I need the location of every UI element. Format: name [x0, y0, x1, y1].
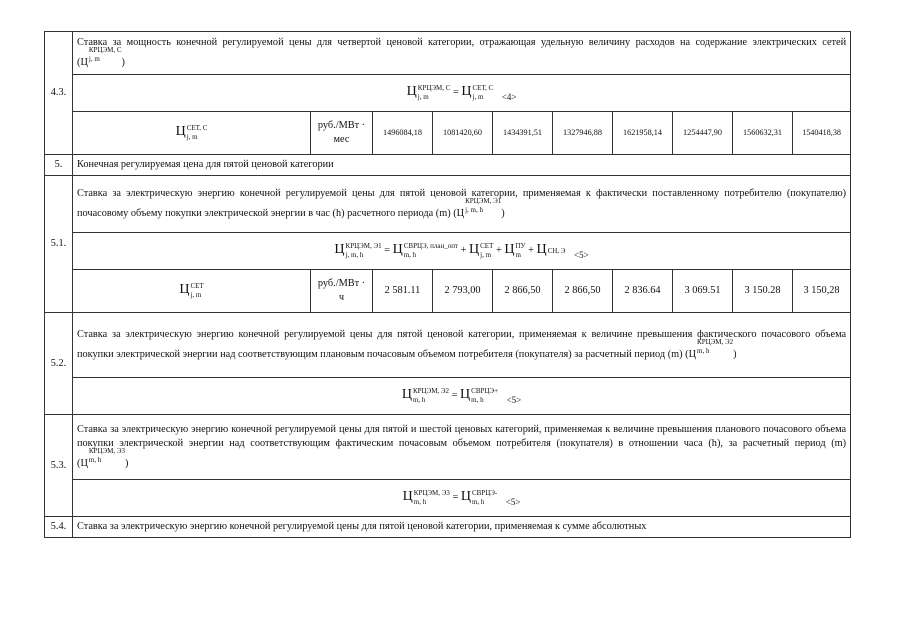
value-cell: 3 150,28 — [793, 270, 851, 313]
value-cell: 2 866,50 — [553, 270, 613, 313]
row-4-3-description — [45, 32, 851, 75]
value-cell: 2 581.11 — [373, 270, 433, 313]
row-5-2-description — [45, 313, 851, 378]
row-5-3-description — [45, 415, 851, 480]
description-text: Ставка за электрическую энергию конечной регулируемой цены для пятой и шестой ценовых категорий, применяемая к величине превышения планового почасового объема покупки электрической энергии над соответствующим фактическим почасовым объемом потребителя (покупателя) в отношении часа (h), за расчетный период (m) — [77, 424, 847, 449]
row-5-2-formula — [45, 378, 851, 415]
row-number: 5. — [45, 155, 73, 176]
formula: Ц КРЦЭМ, Э3 m, h = Ц СВРЦЭ- m, h <5> — [73, 480, 851, 517]
row-4-3-values — [45, 112, 851, 155]
formula-tag: <4> — [501, 92, 517, 103]
row-5-1-formula — [45, 233, 851, 270]
inline-symbol: (Ц КРЦЭМ, Э3 m, h ) — [77, 447, 129, 469]
row-description — [73, 176, 851, 233]
row-description: Ставка за электрическую энергию конечной регулируемой цены для пятой ценовой категории, применяемая к сумме абсолютных — [73, 517, 851, 538]
inline-symbol: (Ц КРЦЭМ, С j, m ) — [77, 46, 125, 68]
row-5-1-values — [45, 270, 851, 313]
row-number: 5.3. — [45, 415, 73, 517]
inline-symbol: (Ц КРЦЭМ, Э1 j, m, h ) — [453, 197, 505, 219]
value-cell: 2 866,50 — [493, 270, 553, 313]
value-cell: 1621958,14 — [613, 112, 673, 155]
row-5-4-description — [45, 517, 851, 538]
row-5-3-formula — [45, 480, 851, 517]
tariff-table — [44, 31, 851, 538]
row-number: 4.3. — [45, 32, 73, 155]
description-text: Ставка за мощность конечной регулируемой цены для четвертой ценовой категории, отражающая удельную величину расходов на содержание электрических сетей — [77, 37, 847, 48]
row-5 — [45, 155, 851, 176]
value-cell: 3 150.28 — [733, 270, 793, 313]
value-cell: 3 069.51 — [673, 270, 733, 313]
value-cell: 1560632,31 — [733, 112, 793, 155]
row-4-3-formula — [45, 75, 851, 112]
description-text: Ставка за электрическую энергию конечной регулируемой цены для пятой ценовой категории, применяемая к величине превышения фактического почасового объема покупки электрической энергии над соответствующим плановым почасовым объемом потребителя (покупателя) за расчетный период (m) — [77, 329, 847, 360]
section-title: Конечная регулируемая цена для пятой ценовой категории — [73, 155, 851, 176]
value-symbol: Ц СЕТ, С j, m — [73, 112, 311, 155]
description-text: Ставка за электрическую энергию конечной регулируемой цены для пятой ценовой категории, применяемая к фактически поставленному потребителю (покупателю) почасовому объему покупки электрической энергии в час (h) расчетного периода (m) — [77, 188, 847, 219]
formula: Ц КРЦЭМ, С j, m = Ц СЕТ, С j, m <4> — [73, 75, 851, 112]
value-cell: 2 836.64 — [613, 270, 673, 313]
unit-cell: руб./МВт · мес — [311, 112, 373, 155]
formula: Ц КРЦЭМ, Э2 m, h = Ц СВРЦЭ+ m, h <5> — [73, 378, 851, 415]
row-5-1-description — [45, 176, 851, 233]
formula-tag: <5> — [505, 497, 521, 508]
unit-cell: руб./МВт · ч — [311, 270, 373, 313]
value-cell: 1540418,38 — [793, 112, 851, 155]
formula-tag: <5> — [574, 250, 589, 261]
row-description — [73, 415, 851, 480]
row-number: 5.1. — [45, 176, 73, 313]
value-cell: 1496084,18 — [373, 112, 433, 155]
inline-symbol: (Ц КРЦЭМ, Э2 m, h ) — [685, 338, 737, 360]
value-cell: 1434391,51 — [493, 112, 553, 155]
value-symbol: Ц СЕТ j, m — [73, 270, 311, 313]
value-cell: 2 793,00 — [433, 270, 493, 313]
value-cell: 1254447,90 — [673, 112, 733, 155]
row-number: 5.2. — [45, 313, 73, 415]
formula-tag: <5> — [506, 395, 522, 406]
value-cell: 1327946,88 — [553, 112, 613, 155]
row-description — [73, 313, 851, 378]
value-cell: 1081420,60 — [433, 112, 493, 155]
formula: Ц КРЦЭМ, Э1 j, m, h = Ц СВРЦЭ, план_опт m, h + Ц СЕТ j, m + Ц ПУ m + Ц СН, Э <5> — [73, 233, 851, 270]
row-description — [73, 32, 851, 75]
row-number: 5.4. — [45, 517, 73, 538]
